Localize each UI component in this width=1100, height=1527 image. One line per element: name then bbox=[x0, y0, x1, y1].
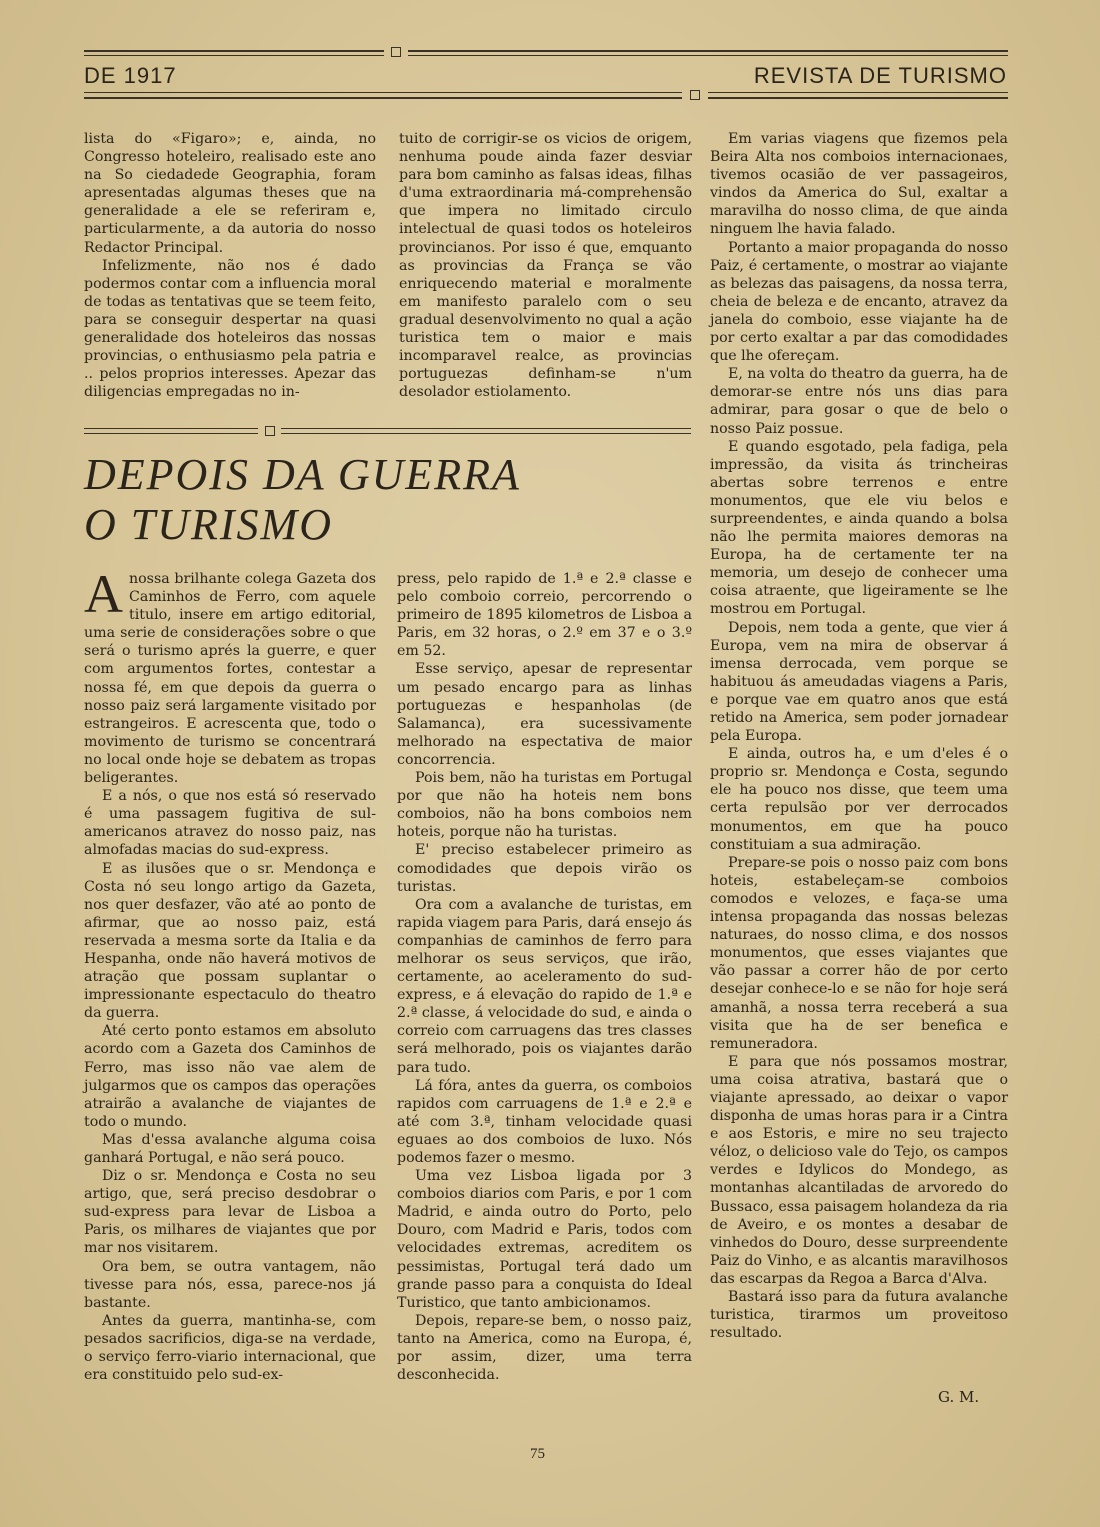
author-signature: G. M. bbox=[938, 1388, 980, 1406]
divider-rule-right-2 bbox=[281, 433, 691, 434]
paragraph: Prepare-se pois o nosso paiz com bons hoteis, estabeleçam-se comboios comodos e velozes, e faça-se uma intensa propaganda das nossas belezas naturaes, do nosso clima, e dos nossos monumentos, que esses viajantes que vão passar a correr hão de por certo desejar conhece-lo e se não for hoje será amanhã, a nossa terra receberá a sua visita que ha de ser benefica e remuneradora. bbox=[710, 854, 1008, 1052]
paragraph: tuito de corrigir-se os vicios de origem, nenhuma poude ainda fazer desviar para bom caminho as falsas ideas, filhas d'uma extraordinaria má-comprehensão que impera no limitado circulo intelectual de quasi todos os hoteleiros provincianos. Por isso é que, emquanto as provincias da França se vão enriquecendo material e moralmente em manifesto paralelo com o seu gradual desenvolvimento no qual a ação turistica tem o maior e mais incomparavel realce, as provincias portuguezas definham-se n'um desolador estiolamento. bbox=[399, 131, 692, 401]
paragraph: Uma vez Lisboa ligada por 3 comboios diarios com Paris, e por 1 com Madrid, e ainda outro do Porto, pelo Douro, com Madrid e Paris, todos com velocidades extremas, acreditem os pessimistas, Portugal terá dado um grande passo para a conquista do Ideal Turistico, que tanto ambicionamos. bbox=[397, 1168, 692, 1311]
paragraph: press, pelo rapido de 1.ª e 2.ª classe e pelo comboio correio, percorrendo o primeiro de 1895 kilometros de Lisboa a Paris, em 32 horas, o 2.º em 37 e o 3.º em 52. bbox=[397, 571, 692, 660]
ornament-box bbox=[690, 90, 700, 100]
first-paragraph bbox=[84, 564, 376, 787]
ornament-box bbox=[265, 426, 275, 436]
divider-rule-left-2 bbox=[84, 433, 258, 434]
paragraph: Ora com a avalanche de turistas, em rapida viagem para Paris, dará ensejo ás companhias de caminhos de ferro para melhorar os seus serviços, que irão, certamente, ao aceleramento do sud-express, e á elevação do rapido de 1.ª e 2.ª classe, á velocidade do sud, e ainda o correio com carruagens das tres classes será melhorado, pois os viajantes darão para tudo. bbox=[397, 896, 692, 1076]
paragraph: Portanto a maior propaganda do nosso Paiz, é certamente, o mostrar ao viajante as belezas das paisagens, da nossa terra, cheia de beleza e de encanto, atravez da janela do comboio, esse viajante ha de por certo exaltar a par das comodidades que lhe ofereçam. bbox=[710, 239, 1008, 365]
paragraph: E, na volta do theatro da guerra, ha de demorar-se entre nós uns dias para admirar, para gosar o que de belo o nosso Paiz possue. bbox=[710, 366, 1008, 437]
paragraph: Depois, repare-se bem, o nosso paiz, tanto na America, como na Europa, é, por assim, dizer, uma terra desconhecida. bbox=[397, 1312, 692, 1384]
header-rule-top-right bbox=[408, 50, 1008, 52]
paragraph: Infelizmente, não nos é dado podermos contar com a influencia moral de todas as tentativas que se teem feito, para se conseguir despertar na quasi generalidade dos hoteleiros das nossas provincias, o enthusiasmo pela patria e .. pelos proprios interesses. Apezar das diligencias empregadas no in- bbox=[84, 257, 376, 401]
article-title-line-1: DEPOIS DA GUERRA bbox=[84, 450, 521, 499]
header-rule-top-left bbox=[84, 50, 384, 52]
paragraph: lista do «Figaro»; e, ainda, no Congresso hoteleiro, realisado este ano na So ciedadede Geographia, foram apresentadas algumas theses que na generalidade a ele se referiram e, particularmente, a da autoria do nosso Redactor Principal. bbox=[84, 131, 376, 256]
header-rule-bottom-right bbox=[708, 92, 1008, 93]
paragraph: E a nós, o que nos está só reservado é uma passagem fugitiva de sul-americanos atravez do nosso paiz, nas almofadas macias do sud-express. bbox=[84, 788, 376, 859]
header-date: DE 1917 bbox=[84, 63, 177, 88]
page-number: 75 bbox=[530, 1446, 545, 1462]
header-rule-bottom-right-thick bbox=[708, 97, 1008, 99]
paragraph: E ainda, outros ha, e um d'eles é o proprio sr. Mendonça e Costa, segundo ele ha pouco nos disse, que teem uma certa repulsão por ver derrocados monumentos, em que ha pouco constituiam a sua admiração. bbox=[710, 746, 1008, 853]
paragraph: Diz o sr. Mendonça e Costa no seu artigo, que, será preciso desdobrar o sud-express para levar de Lisboa a Paris, os milhares de viajantes que por mar nos visitarem. bbox=[84, 1168, 376, 1257]
top-column-2 bbox=[399, 130, 692, 401]
drop-cap: A bbox=[84, 564, 123, 624]
paragraph: E as ilusões que o sr. Mendonça e Costa nó seu longo artigo da Gazeta, nos quer desfazer, vão até ao ponto de afirmar, que ao nosso paiz, está reservada a mesma sorte da Italia e da Hespanha, onde não haverá motivos de atração que possam suplantar o impressionante espectaculo do theatro da guerra. bbox=[84, 860, 376, 1022]
paragraph: Lá fóra, antes da guerra, os comboios rapidos com carruagens de 1.ª e 2.ª e até com 3.ª, tinham velocidade quasi eguaes ao dos comboios de luxo. Nós podemos fazer o mesmo. bbox=[397, 1077, 692, 1166]
header-magazine-title: REVISTA DE TURISMO bbox=[753, 63, 1007, 88]
paragraph: Até certo ponto estamos em absoluto acordo com a Gazeta dos Caminhos de Ferro, mas isso não vae alem de julgarmos que os campos das operações atrairão a avalanche de viajantes de todo o mundo. bbox=[84, 1023, 376, 1130]
right-column bbox=[710, 130, 1008, 1342]
header-rule-top-right-thin bbox=[408, 55, 1008, 56]
paragraph: Pois bem, não ha turistas em Portugal por que não ha hoteis nem bons comboios, não ha bons comboios nem hoteis, porque não ha turistas. bbox=[397, 770, 692, 841]
header-rule-top-left-thin bbox=[84, 55, 384, 56]
paragraph-text: nossa brilhante colega Gazeta dos Caminhos de Ferro, com aquele titulo, insere em artigo editorial, uma serie de considerações sobre o que será o turismo aprés la guerre, e quer com argumentos fortes, contestar a nossa fé, em que depois da guerra o nosso paiz será largamente visitado por estrangeiros. E acrescenta que, todo o movimento de turismo se concentrará no local onde hoje se debatem as tropas beligerantes. bbox=[84, 571, 376, 787]
paragraph: Em varias viagens que fizemos pela Beira Alta nos comboios internacionaes, tivemos ocasião de ver passageiros, vindos da America do Sul, exaltar a maravilha do nosso clima, de que ainda ninguem lhe havia falado. bbox=[710, 131, 1008, 238]
paragraph: Antes da guerra, mantinha-se, com pesados sacrificios, diga-se na verdade, o serviço ferro-viario internacional, que era constituido pelo sud-ex- bbox=[84, 1312, 376, 1384]
paragraph: Ora bem, se outra vantagem, não tivesse para nós, essa, parece-nos já bastante. bbox=[84, 1258, 376, 1311]
paragraph: Mas d'essa avalanche alguma coisa ganhará Portugal, e não será pouco. bbox=[84, 1131, 376, 1166]
article-column-1 bbox=[84, 564, 376, 1384]
paragraph: E quando esgotado, pela fadiga, pela impressão, da visita ás trincheiras abertas sobre terrenos e entre monumentos, que ele viu belos e surpreendentes, e ainda quando a bolsa não lhe permita maiores demoras na Europa, ha de certamente ter na memoria, um desejo de conhecer uma coisa atraente, que ligeiramente se lhe mostrou em Portugal. bbox=[710, 438, 1008, 618]
paragraph: Depois, nem toda a gente, que vier á Europa, vem na mira de observar á imensa derrocada, vem porque se habituou ás ameudadas viagens a Paris, e porque vae em quatro anos que está retido na America, sem poder jornadear pela Europa. bbox=[710, 619, 1008, 745]
paragraph: E para que nós possamos mostrar, uma coisa atrativa, bastará que o viajante apressado, ao deixar o vapor disponha de umas horas para ir a Cintra e aos Estoris, e mire no seu trajecto véloz, o delicioso vale do Tejo, os campos verdes e Idylicos do Mondego, as montanhas alcantiladas de arvoredo do Bussaco, essa paisagem holandeza da ria de Aveiro, e os montes a desabar de vinhedos do Douro, desse surpreendente Paiz do Vinho, e as alcantis maravilhosos das escarpas da Regoa a Barca d'Alva. bbox=[710, 1053, 1008, 1287]
article-title bbox=[84, 450, 684, 550]
top-column-1 bbox=[84, 130, 376, 401]
paragraph: E' preciso estabelecer primeiro as comodidades que depois virão os turistas. bbox=[397, 842, 692, 895]
divider-rule-left bbox=[84, 428, 258, 429]
ornament-box bbox=[391, 47, 401, 57]
article-column-2 bbox=[397, 570, 692, 1384]
divider-rule-right bbox=[281, 428, 691, 429]
paragraph: Esse serviço, apesar de representar um pesado encargo para as linhas portuguezas e hespanholas (de Salamanca), era sucessivamente melhorado na espectativa de maior concorrencia. bbox=[397, 661, 692, 768]
article-title-line-2: O TURISMO bbox=[84, 500, 333, 549]
paragraph: Bastará isso para da futura avalanche turistica, tirarmos um proveitoso resultado. bbox=[710, 1289, 1008, 1342]
header-rule-bottom-left-thick bbox=[84, 97, 682, 99]
header-rule-bottom-left bbox=[84, 92, 682, 93]
